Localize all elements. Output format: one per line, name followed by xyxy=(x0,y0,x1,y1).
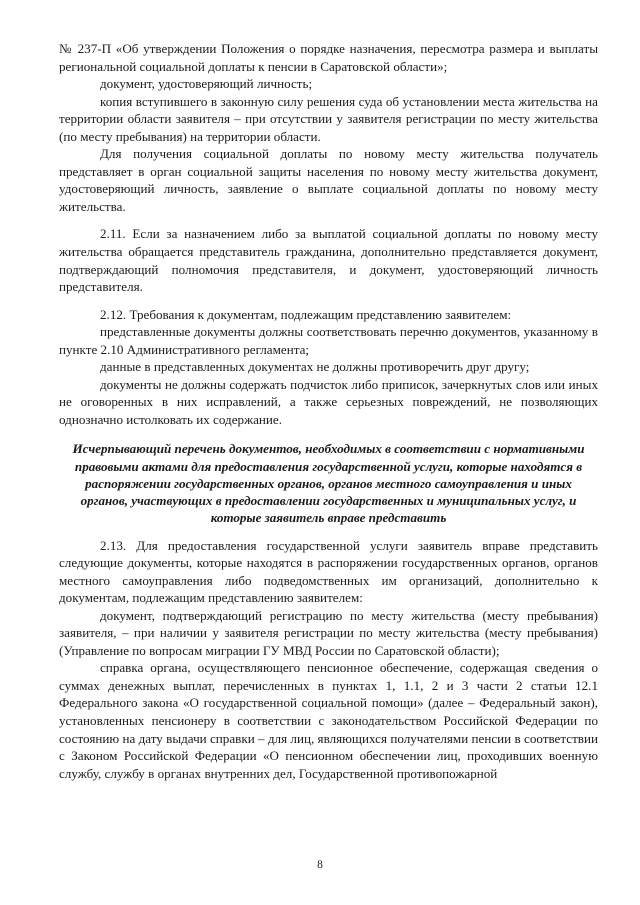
paragraph: справка органа, осуществляющего пенсионное обеспечение, содержащая сведения о суммах денежных выплат, перечисленных в пунктах 1, 1.1, 2 и 3 части 2 статьи 12.1 Федерального закона «О государственной социальной помощи» (далее – Федеральный закон), установленных пенсионеру в соответствии с законодательством Российской Федерации по состоянию на дату выдачи справки – для лиц, являющихся получателями пенсии в соответствии с Законом Российской Федерации «О пенсионном обеспечении лиц, проходивших военную службу, службу в органах внутренних дел, Государственной противопожарной xyxy=(59,660,598,781)
section-2-11: 2.11. Если за назначением либо за выплатой социальной доплаты по новому месту жительства обращается представитель гражданина, дополнительно представляется документ, подтверждающий полномочия представителя, и документ, удостоверяющий личность представителя. xyxy=(59,226,598,295)
paragraph: представленные документы должны соответствовать перечню документов, указанному в пункте 2.10 Административного регламента; xyxy=(59,324,598,357)
page-number: 8 xyxy=(317,859,323,871)
paragraph: документ, удостоверяющий личность; xyxy=(100,76,313,92)
paragraph: копия вступившего в законную силу решения суда об установлении места жительства на территории области заявителя – при отсутствии у заявителя регистрации по месту жительства (по месту пребывания) на территории области. xyxy=(59,93,598,144)
paragraph: № 237-П «Об утверждении Положения о порядке назначения, пересмотра размера и выплаты региональной социальной доплаты к пенсии в Саратовской области»; xyxy=(59,41,598,74)
paragraph: данные в представленных документах не должны противоречить друг другу; xyxy=(100,359,530,375)
section-2-13: 2.13. Для предоставления государственной услуги заявитель вправе представить следующие документы, которые находятся в распоряжении государственных органов, органов местного самоуправления либо подведомственных им организаций, дополнительно к документам, подлежащим представлению заявителем: xyxy=(59,537,598,606)
section-heading: Исчерпывающий перечень документов, необходимых в соответствии с нормативными правовыми актами для предоставления государственной услуги, которые находятся в распоряжении государственных органов, органов местного самоуправления и иных органов, участвующих в предоставлении государственных и муниципальных услуг, и которые заявитель вправе представить xyxy=(72,441,585,526)
section-2-12-title: 2.12. Требования к документам, подлежащим представлению заявителем: xyxy=(100,306,512,322)
paragraph: документы не должны содержать подчисток либо приписок, зачеркнутых слов или иных не оговоренных в них исправлений, а также серьезных повреждений, не позволяющих однозначно истолковать их содержание. xyxy=(59,376,598,427)
paragraph: Для получения социальной доплаты по новому месту жительства получатель представляет в орган социальной защиты населения по новому месту жительства документ, удостоверяющий личность, заявление о выплате социальной доплаты по новому месту жительства. xyxy=(59,146,598,214)
paragraph: документ, подтверждающий регистрацию по месту жительства (месту пребывания) заявителя, – при наличии у заявителя регистрации по месту жительства (месту пребывания) (Управление по вопросам миграции ГУ МВД России по Саратовской области); xyxy=(59,607,598,658)
